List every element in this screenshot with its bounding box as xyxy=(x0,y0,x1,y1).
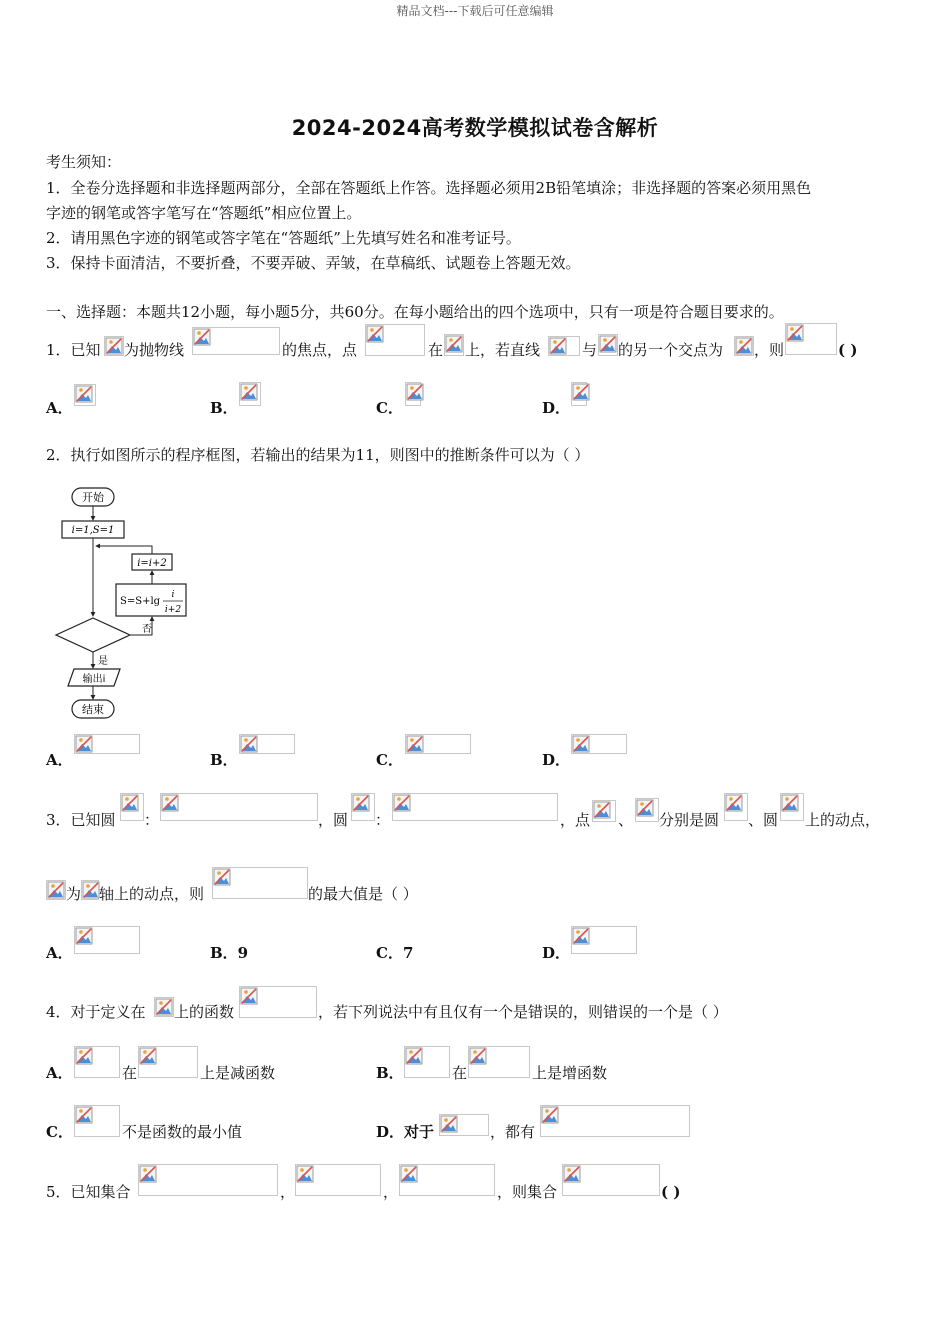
flow-init-label: i=1,S=1 xyxy=(71,525,115,536)
formula-image-icon xyxy=(46,880,66,900)
notice-item-3: 3．保持卡面清洁，不要折叠，不要弄破、弄皱，在草稿纸、试题卷上答题无效。 xyxy=(46,254,581,272)
q3-text-11: 轴上的动点，则 xyxy=(99,885,205,903)
formula-image-icon xyxy=(405,382,421,406)
formula-image-icon xyxy=(780,793,804,821)
flow-calc-denominator: i+2 xyxy=(164,605,182,615)
q3-text-5: ，点 xyxy=(560,811,591,829)
formula-image-icon xyxy=(405,734,471,754)
formula-image-icon xyxy=(468,1046,530,1078)
q3-option-c: C．7 xyxy=(376,944,414,962)
q3-text-12: 的最大值是（ ） xyxy=(308,885,418,903)
notice-item-1-cont: 字迹的钢笔或答字笔写在“答题纸”相应位置上。 xyxy=(46,204,362,222)
q5-answer-blank: ( ) xyxy=(661,1183,681,1201)
flow-condition-node xyxy=(56,618,130,652)
q5-text-1: 5．已知集合 xyxy=(46,1183,131,1201)
formula-image-icon xyxy=(160,793,318,821)
q3-text-2: ： xyxy=(144,811,160,829)
q1-text-1: 1．已知 xyxy=(46,341,101,359)
q1-option-d-label: D． xyxy=(542,399,571,417)
formula-image-icon xyxy=(444,334,464,356)
q3-text-6: 、 xyxy=(618,811,634,829)
formula-image-icon xyxy=(404,1046,450,1078)
q4-option-d-pre: D．对于 xyxy=(376,1123,435,1141)
formula-image-icon xyxy=(548,336,580,356)
formula-image-icon xyxy=(540,1105,690,1137)
formula-image-icon xyxy=(74,384,96,406)
formula-image-icon xyxy=(74,734,140,754)
q3-text-8: 、圆 xyxy=(748,811,779,829)
q4-option-a-label: A． xyxy=(46,1064,73,1082)
q1-text-2: 为抛物线 xyxy=(124,341,185,359)
flow-end-label: 结束 xyxy=(82,703,104,716)
q4-option-a-in: 在 xyxy=(122,1064,138,1082)
q2-option-a-label: A． xyxy=(46,751,73,769)
formula-image-icon xyxy=(392,793,558,821)
notice-item-2: 2．请用黑色字迹的钢笔或答字笔在“答题纸”上先填写姓名和准考证号。 xyxy=(46,229,521,247)
formula-image-icon xyxy=(74,926,140,954)
q4-option-c-tail: 不是函数的最小值 xyxy=(122,1123,243,1141)
flow-calc-numerator: i xyxy=(171,590,175,600)
formula-image-icon xyxy=(592,800,616,822)
q1-text-6: 与 xyxy=(582,341,598,359)
q1-answer-blank: ( ) xyxy=(838,341,858,359)
q1-text-4: 在 xyxy=(428,341,444,359)
q2-option-c-label: C． xyxy=(376,751,403,769)
q2-option-b-label: B． xyxy=(210,751,238,769)
q4-option-b-tail: 上是增函数 xyxy=(532,1064,608,1082)
q5-text-2: ， xyxy=(280,1183,296,1201)
formula-image-icon xyxy=(439,1114,489,1136)
flow-start-label: 开始 xyxy=(82,491,104,504)
formula-image-icon xyxy=(598,334,618,356)
q1-text-3: 的焦点，点 xyxy=(282,341,358,359)
formula-image-icon xyxy=(365,324,425,356)
formula-image-icon xyxy=(154,997,174,1017)
q4-option-b-in: 在 xyxy=(452,1064,468,1082)
page-title: 2024-2024高考数学模拟试卷含解析 xyxy=(291,116,659,140)
program-flowchart xyxy=(40,480,210,725)
q4-text-1: 4．对于定义在 xyxy=(46,1003,146,1021)
formula-image-icon xyxy=(239,734,295,754)
formula-image-icon xyxy=(635,798,659,822)
q4-text-2: 上的函数 xyxy=(174,1003,235,1021)
formula-image-icon xyxy=(724,793,748,821)
q3-text-1: 3．已知圆 xyxy=(46,811,116,829)
q4-text-3: ，若下列说法中有且仅有一个是错误的，则错误的一个是（ ） xyxy=(318,1003,728,1021)
formula-image-icon xyxy=(734,336,754,356)
q5-text-4: ，则集合 xyxy=(497,1183,558,1201)
formula-image-icon xyxy=(74,1046,120,1078)
q1-option-b-label: B． xyxy=(210,399,238,417)
q4-option-c-label: C． xyxy=(46,1123,73,1141)
formula-image-icon xyxy=(571,926,637,954)
formula-image-icon xyxy=(571,734,627,754)
formula-image-icon xyxy=(120,793,144,821)
flow-calc-label: S=S+lg xyxy=(120,596,161,607)
flow-yes-label: 是 xyxy=(98,656,108,667)
q3-text-4: ： xyxy=(375,811,391,829)
q4-option-d-mid: ，都有 xyxy=(490,1123,536,1141)
flow-no-label: 否 xyxy=(142,624,152,635)
flow-output-label: 输出i xyxy=(82,674,106,685)
formula-image-icon xyxy=(295,1164,381,1196)
formula-image-icon xyxy=(81,880,99,900)
notice-heading: 考生须知： xyxy=(46,153,122,171)
formula-image-icon xyxy=(571,382,587,406)
q3-text-9: 上的动点， xyxy=(805,811,881,829)
q3-text-10: 为 xyxy=(66,885,82,903)
q2-option-d-label: D． xyxy=(542,751,571,769)
section-heading: 一、选择题：本题共12小题，每小题5分，共60分。在每小题给出的四个选项中，只有一项是符合题目要求的。 xyxy=(46,303,784,321)
q1-text-5: 上，若直线 xyxy=(465,341,541,359)
notice-item-1: 1．全卷分选择题和非选择题两部分，全部在答题纸上作答。选择题必须用2B铅笔填涂；非选择题的答案必须用黑色 xyxy=(46,179,812,197)
q4-option-b-label: B． xyxy=(376,1064,404,1082)
flow-increment-label: i=i+2 xyxy=(137,558,167,569)
q1-text-7: 的另一个交点为 xyxy=(618,341,724,359)
q3-text-7: 分别是圆 xyxy=(659,811,720,829)
formula-image-icon xyxy=(104,336,124,356)
page-header: 精品文档---下载后可任意编辑 xyxy=(396,4,554,18)
q1-option-c-label: C． xyxy=(376,399,403,417)
q4-option-a-tail: 上是减函数 xyxy=(200,1064,276,1082)
formula-image-icon xyxy=(785,323,837,355)
q3-option-a-label: A． xyxy=(46,944,73,962)
q3-option-b: B．9 xyxy=(210,944,249,962)
formula-image-icon xyxy=(74,1105,120,1137)
formula-image-icon xyxy=(351,793,375,821)
formula-image-icon xyxy=(239,382,261,406)
formula-image-icon xyxy=(562,1164,660,1196)
formula-image-icon xyxy=(212,867,308,899)
q1-option-a-label: A． xyxy=(46,399,73,417)
formula-image-icon xyxy=(138,1046,198,1078)
q3-text-3: ，圆 xyxy=(318,811,349,829)
q5-text-3: ， xyxy=(383,1183,399,1201)
q2-text: 2．执行如图所示的程序框图，若输出的结果为11，则图中的推断条件可以为（ ） xyxy=(46,446,590,464)
formula-image-icon xyxy=(138,1164,278,1196)
formula-image-icon xyxy=(399,1164,495,1196)
q3-option-d-label: D． xyxy=(542,944,571,962)
q1-text-8: ，则 xyxy=(754,341,785,359)
formula-image-icon xyxy=(192,327,280,355)
formula-image-icon xyxy=(239,986,317,1018)
